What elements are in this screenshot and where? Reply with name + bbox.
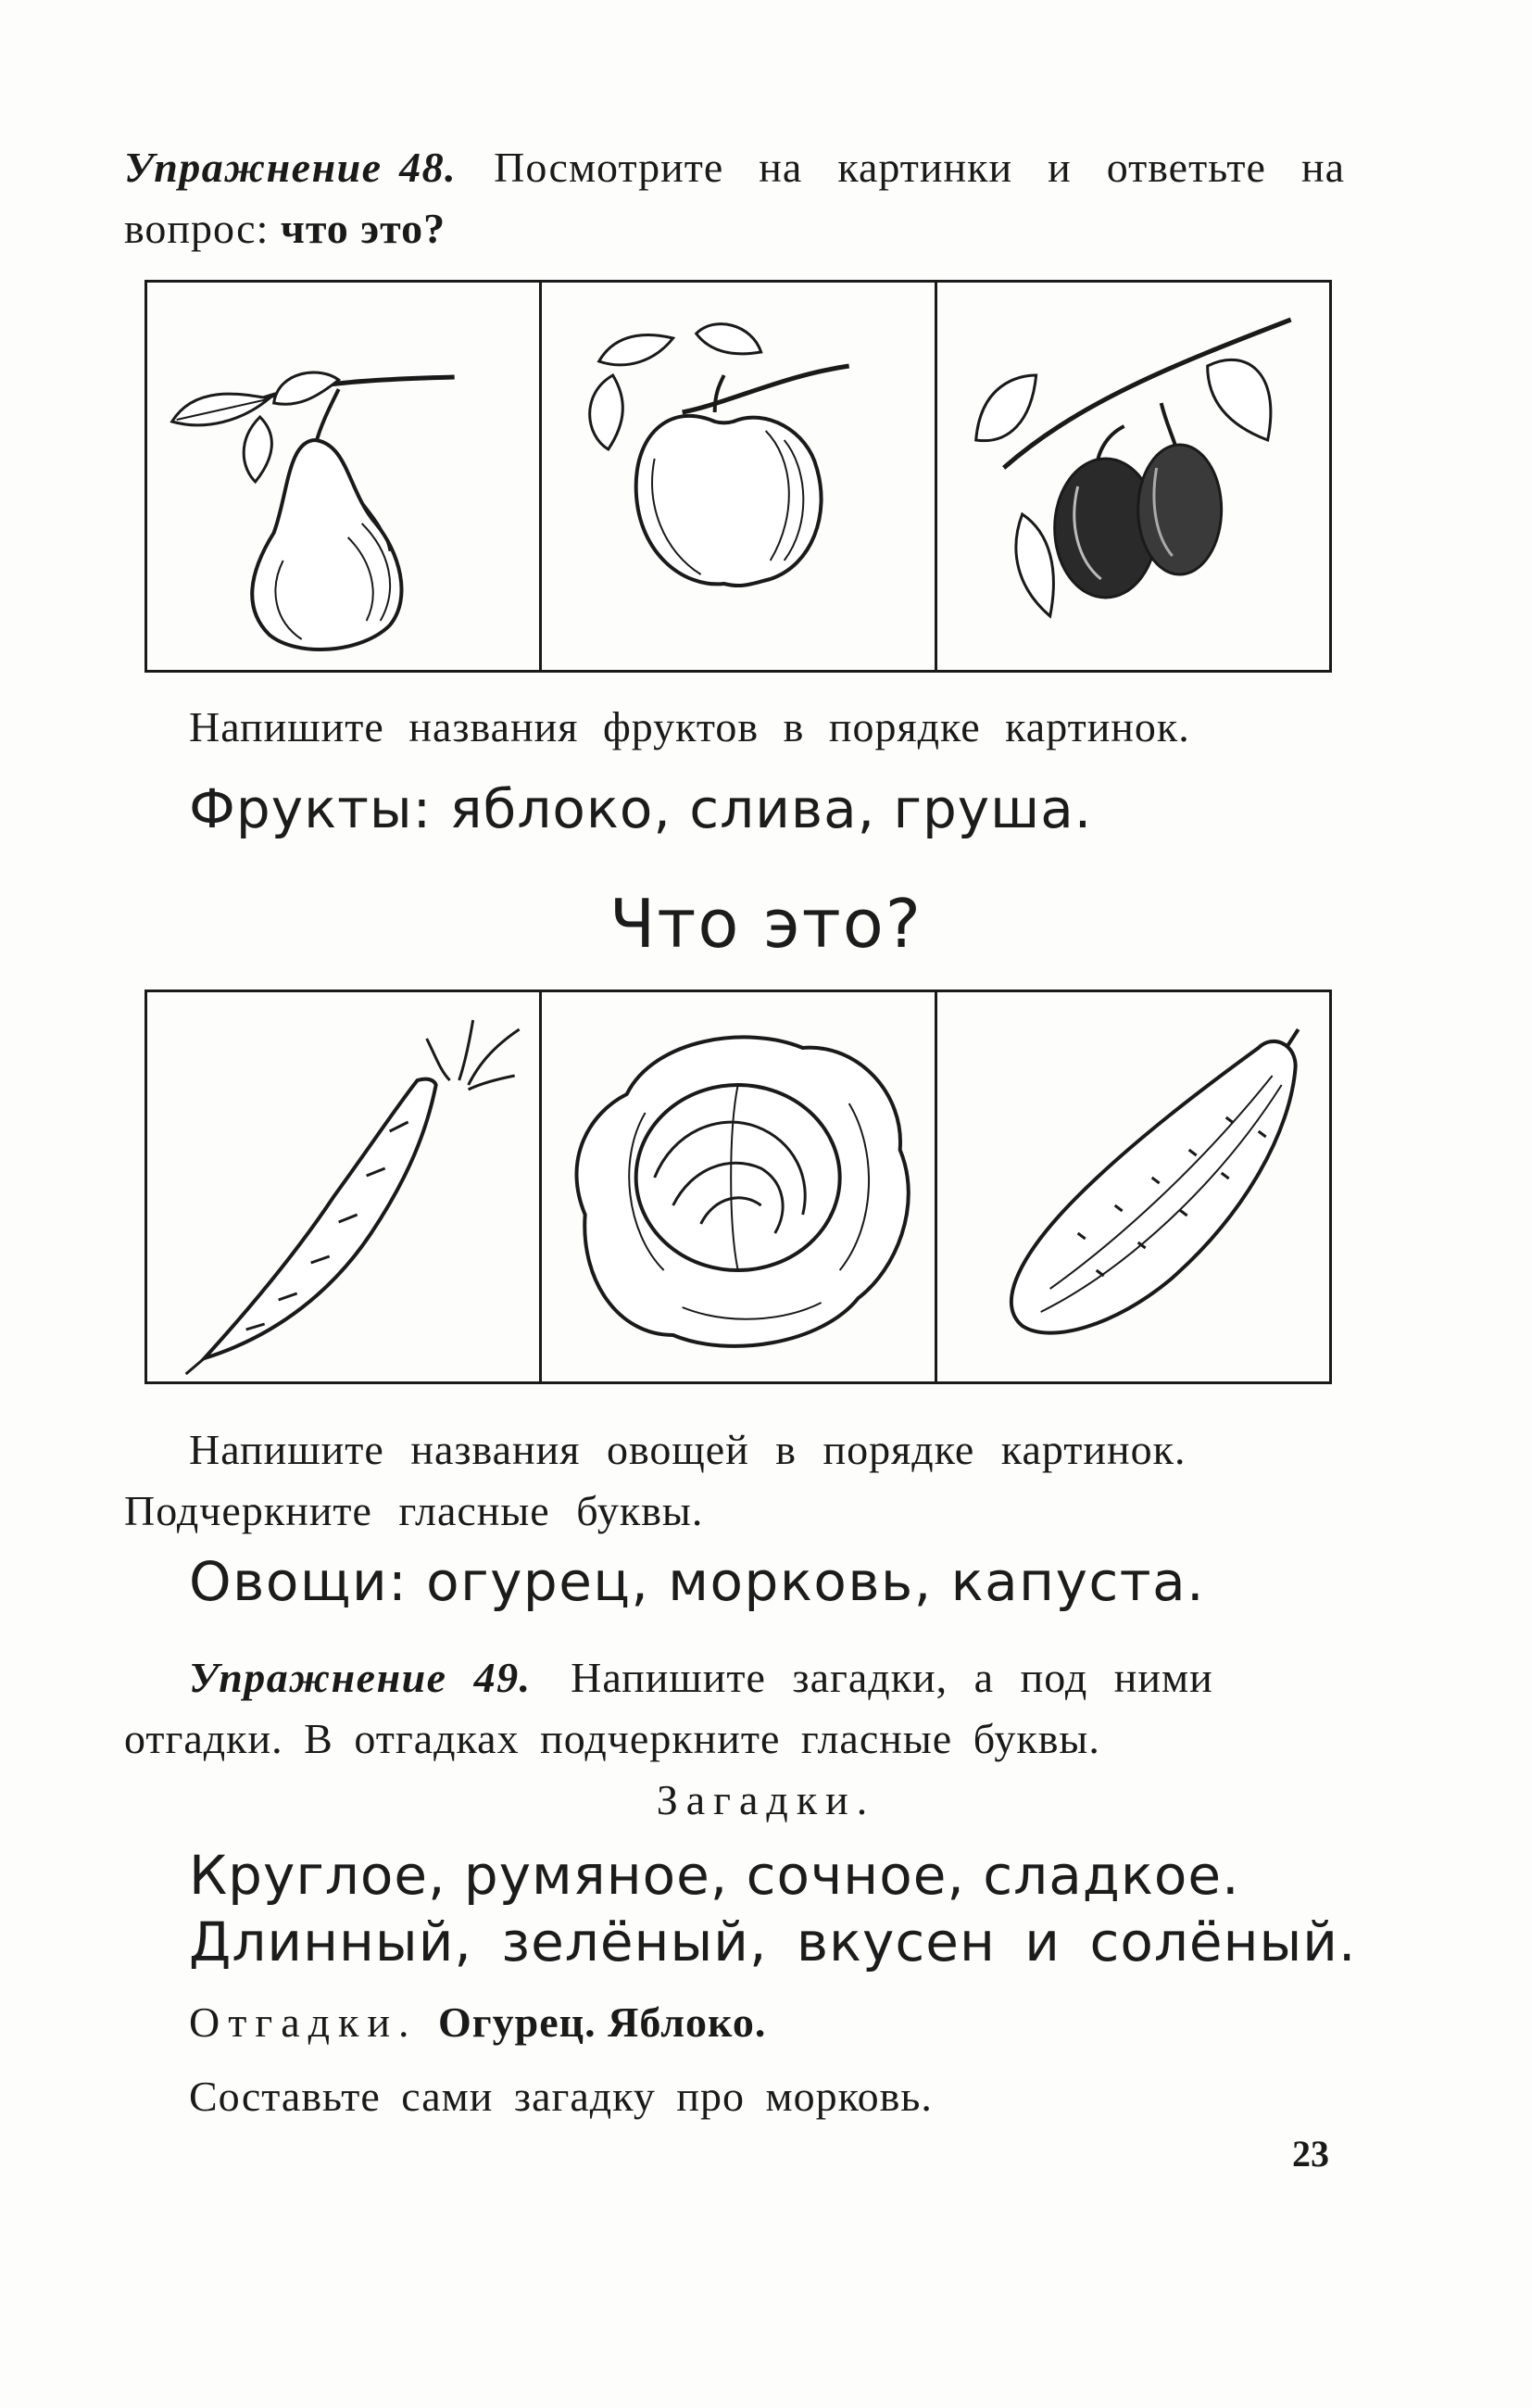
exercise-49-text-a: Напишите загадки, а под ними — [571, 1654, 1213, 1701]
exercise-48-text: Посмотрите на картинки и ответьте на вопрос: — [124, 144, 1346, 252]
fruit-instruction: Напишите названия фруктов в порядке картинок. — [189, 703, 1190, 750]
exercise-49-text-b: отгадки. В отгадках подчеркните гласные буквы. — [124, 1715, 1100, 1762]
riddles-title: Загадки. — [656, 1776, 876, 1823]
exercise-48-label: Упражнение 48. — [124, 144, 458, 191]
apple-picture — [542, 283, 936, 670]
apple-icon — [542, 283, 934, 670]
vegetable-instruction-line-1: Напишите названия овощей в порядке картинок. — [189, 1426, 1187, 1473]
answers-label: Отгадки. — [189, 1998, 418, 2046]
page-number: 23 — [1292, 2133, 1329, 2175]
carrot-icon — [147, 992, 539, 1381]
cabbage-icon — [542, 992, 934, 1381]
page-heading: Что это? — [609, 885, 923, 963]
answers-text: Огурец. Яблоко. — [437, 1998, 767, 2046]
plum-icon — [937, 283, 1329, 670]
vegetable-answer-text: Овощи: огурец, морковь, капуста. — [189, 1550, 1206, 1613]
cucumber-picture — [937, 992, 1329, 1381]
exercise-48-intro — [124, 137, 1345, 259]
vegetable-answer — [189, 1549, 1205, 1614]
riddle-2: Длинный, зелёный, вкусен и солёный. — [189, 1910, 1357, 1973]
riddles — [189, 1842, 1356, 1975]
pear-icon — [147, 283, 539, 670]
pear-picture — [147, 283, 542, 670]
exercise-49-intro — [124, 1647, 1345, 1770]
riddle-task: Составьте сами загадку про морковь. — [189, 2073, 933, 2120]
fruit-answer-text: Фрукты: яблоко, слива, груша. — [189, 777, 1093, 840]
fruit-answer — [189, 776, 1092, 841]
riddle-answers — [189, 1992, 766, 2053]
plum-picture — [937, 283, 1329, 670]
carrot-picture — [147, 992, 542, 1381]
exercise-49-label: Упражнение 49. — [189, 1654, 532, 1701]
fruit-pictures-row — [144, 280, 1332, 673]
vegetable-instruction-line-2: Подчеркните гласные буквы. — [124, 1487, 704, 1534]
vegetable-pictures-row — [144, 990, 1332, 1384]
vegetable-instruction — [124, 1419, 1345, 1542]
cabbage-picture — [542, 992, 936, 1381]
exercise-48-question: что это? — [280, 205, 446, 252]
cucumber-icon — [937, 992, 1329, 1381]
riddle-1: Круглое, румяное, сочное, сладкое. — [189, 1844, 1240, 1907]
